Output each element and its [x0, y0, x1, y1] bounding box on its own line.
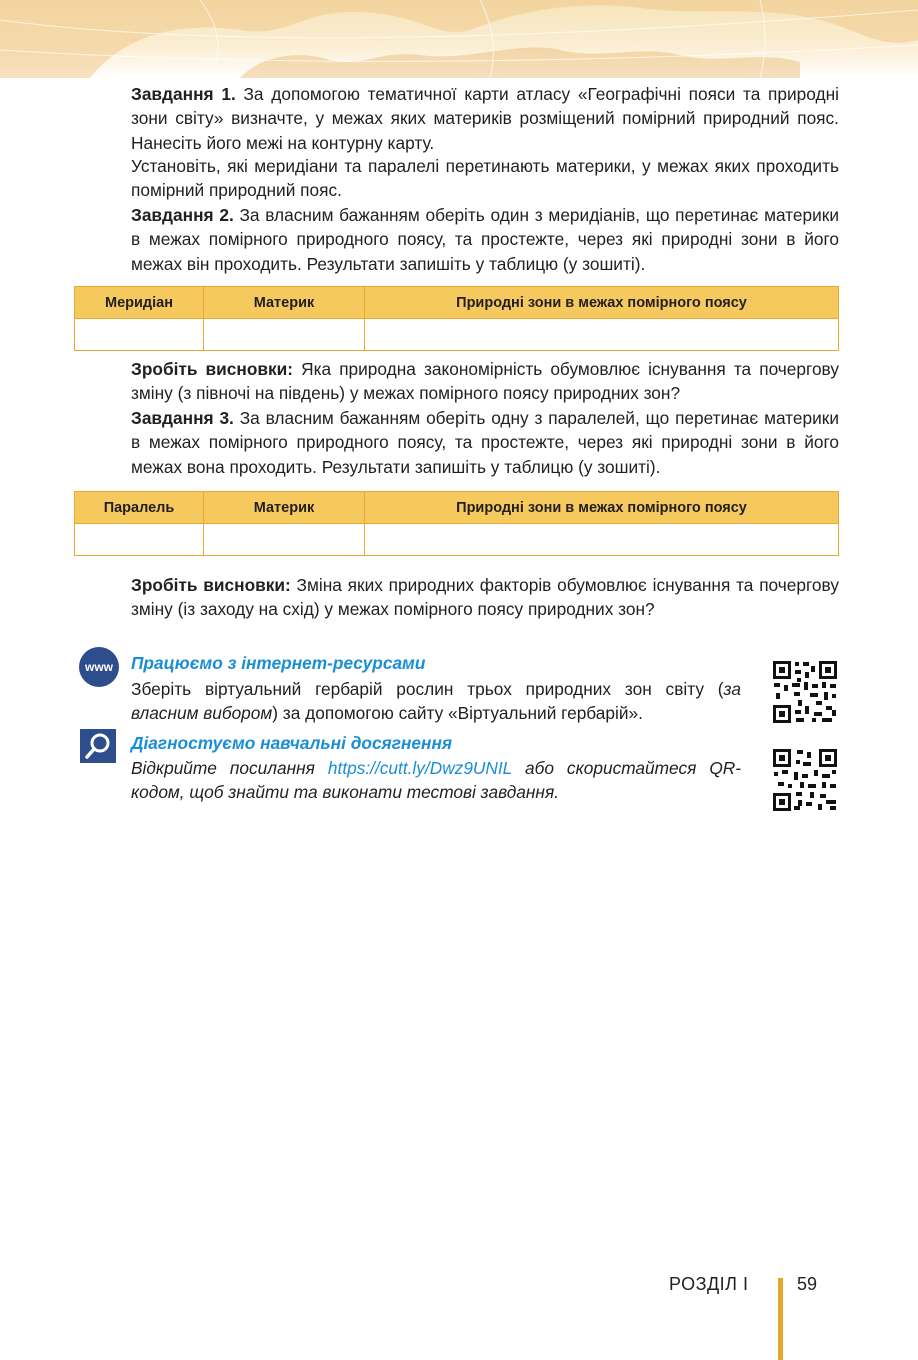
diagnostics-text-end: або скористайтеся QR-кодом, щоб знайти та виконати тестові завдання.	[131, 758, 741, 803]
table-cell	[365, 524, 839, 556]
task-3-text: За власним бажанням оберіть одну з паралелей, що перетинає материки в межах помірного природного поясу, та простежте, через які природні зони в його межах вона проходить. Результати запишіть у таблицю (у зошиті).	[131, 408, 839, 477]
table-header-cell: Меридіан	[75, 287, 204, 319]
conclusion-2-text: Зміна яких природних факторів обумовлює існування та почергову зміну (із заходу на схід) у межах помірного поясу природних зон?	[131, 575, 839, 620]
map-illustration	[0, 0, 918, 78]
section-label: РОЗДІЛ I	[669, 1274, 749, 1294]
task-3-label: Завдання 3.	[131, 408, 234, 428]
diagnostics-heading: Діагностуємо навчальні досягнення	[131, 733, 453, 753]
table-cell	[204, 524, 365, 556]
task-1-extra: Установіть, які меридіани та паралелі перетинають материки, у межах яких проходить помірний природний пояс.	[131, 156, 839, 201]
internet-text	[131, 677, 741, 726]
conclusion-2-label: Зробіть висновки:	[131, 575, 291, 595]
www-icon: www	[79, 647, 119, 687]
table-row	[75, 319, 839, 351]
internet-heading: Працюємо з інтернет-ресурсами	[131, 653, 426, 673]
task-3	[131, 406, 839, 479]
table-header-cell: Паралель	[75, 492, 204, 524]
diagnostics-text-start: Відкрийте посилання	[131, 758, 328, 778]
conclusion-2	[131, 573, 839, 622]
meridian-table	[74, 286, 839, 351]
qr-code-icon[interactable]	[772, 660, 838, 724]
conclusion-1	[131, 357, 839, 406]
internet-text-start: Зберіть віртуальний гербарій рослин трьох природних зон світу (	[131, 679, 724, 699]
table-cell	[365, 319, 839, 351]
task-2	[131, 203, 839, 276]
table-row	[75, 524, 839, 556]
task-2-text: За власним бажанням оберіть один з меридіанів, що перетинає материки в межах помірного природного поясу, та простежте, через які природні зони в його межах він проходить. Результати запишіть у таблицю (у зошиті).	[131, 205, 839, 274]
table-header-cell: Материк	[204, 492, 365, 524]
task-1-label: Завдання 1.	[131, 84, 236, 104]
task-1-text: За допомогою тематичної карти атласу «Географічні пояси та природні зони світу» визначте, у межах яких материків розміщений помірний природний пояс. Нанесіть його межі на контурну карту.	[131, 84, 839, 153]
conclusion-1-label: Зробіть висновки:	[131, 359, 294, 379]
map-banner	[0, 0, 918, 78]
task-2-label: Завдання 2.	[131, 205, 234, 225]
table-cell	[75, 319, 204, 351]
conclusion-1-text: Яка природна закономірність обумовлює існування та почергову зміну (з півночі на південь) у межах помірного поясу природних зон?	[131, 359, 839, 404]
table-header-cell: Природні зони в межах помірного поясу	[365, 492, 839, 524]
task-1	[131, 82, 839, 155]
internet-text-end: ) за допомогою сайту «Віртуальний гербарій».	[272, 703, 643, 724]
table-header-cell: Материк	[204, 287, 365, 319]
page-number: 59	[797, 1274, 818, 1294]
table-header-row	[75, 492, 839, 524]
parallel-table	[74, 491, 839, 556]
internet-text-italic: за власним вибором	[131, 679, 741, 724]
diagnostics-text	[131, 756, 741, 805]
table-header-cell: Природні зони в межах помірного поясу	[365, 287, 839, 319]
table-cell	[204, 319, 365, 351]
table-cell	[75, 524, 204, 556]
diagnostics-link[interactable]: https://cutt.ly/Dwz9UNIL	[327, 758, 512, 778]
footer-divider	[778, 1278, 783, 1360]
table-header-row	[75, 287, 839, 319]
magnifier-icon	[80, 729, 116, 763]
qr-code-icon[interactable]	[772, 748, 838, 812]
